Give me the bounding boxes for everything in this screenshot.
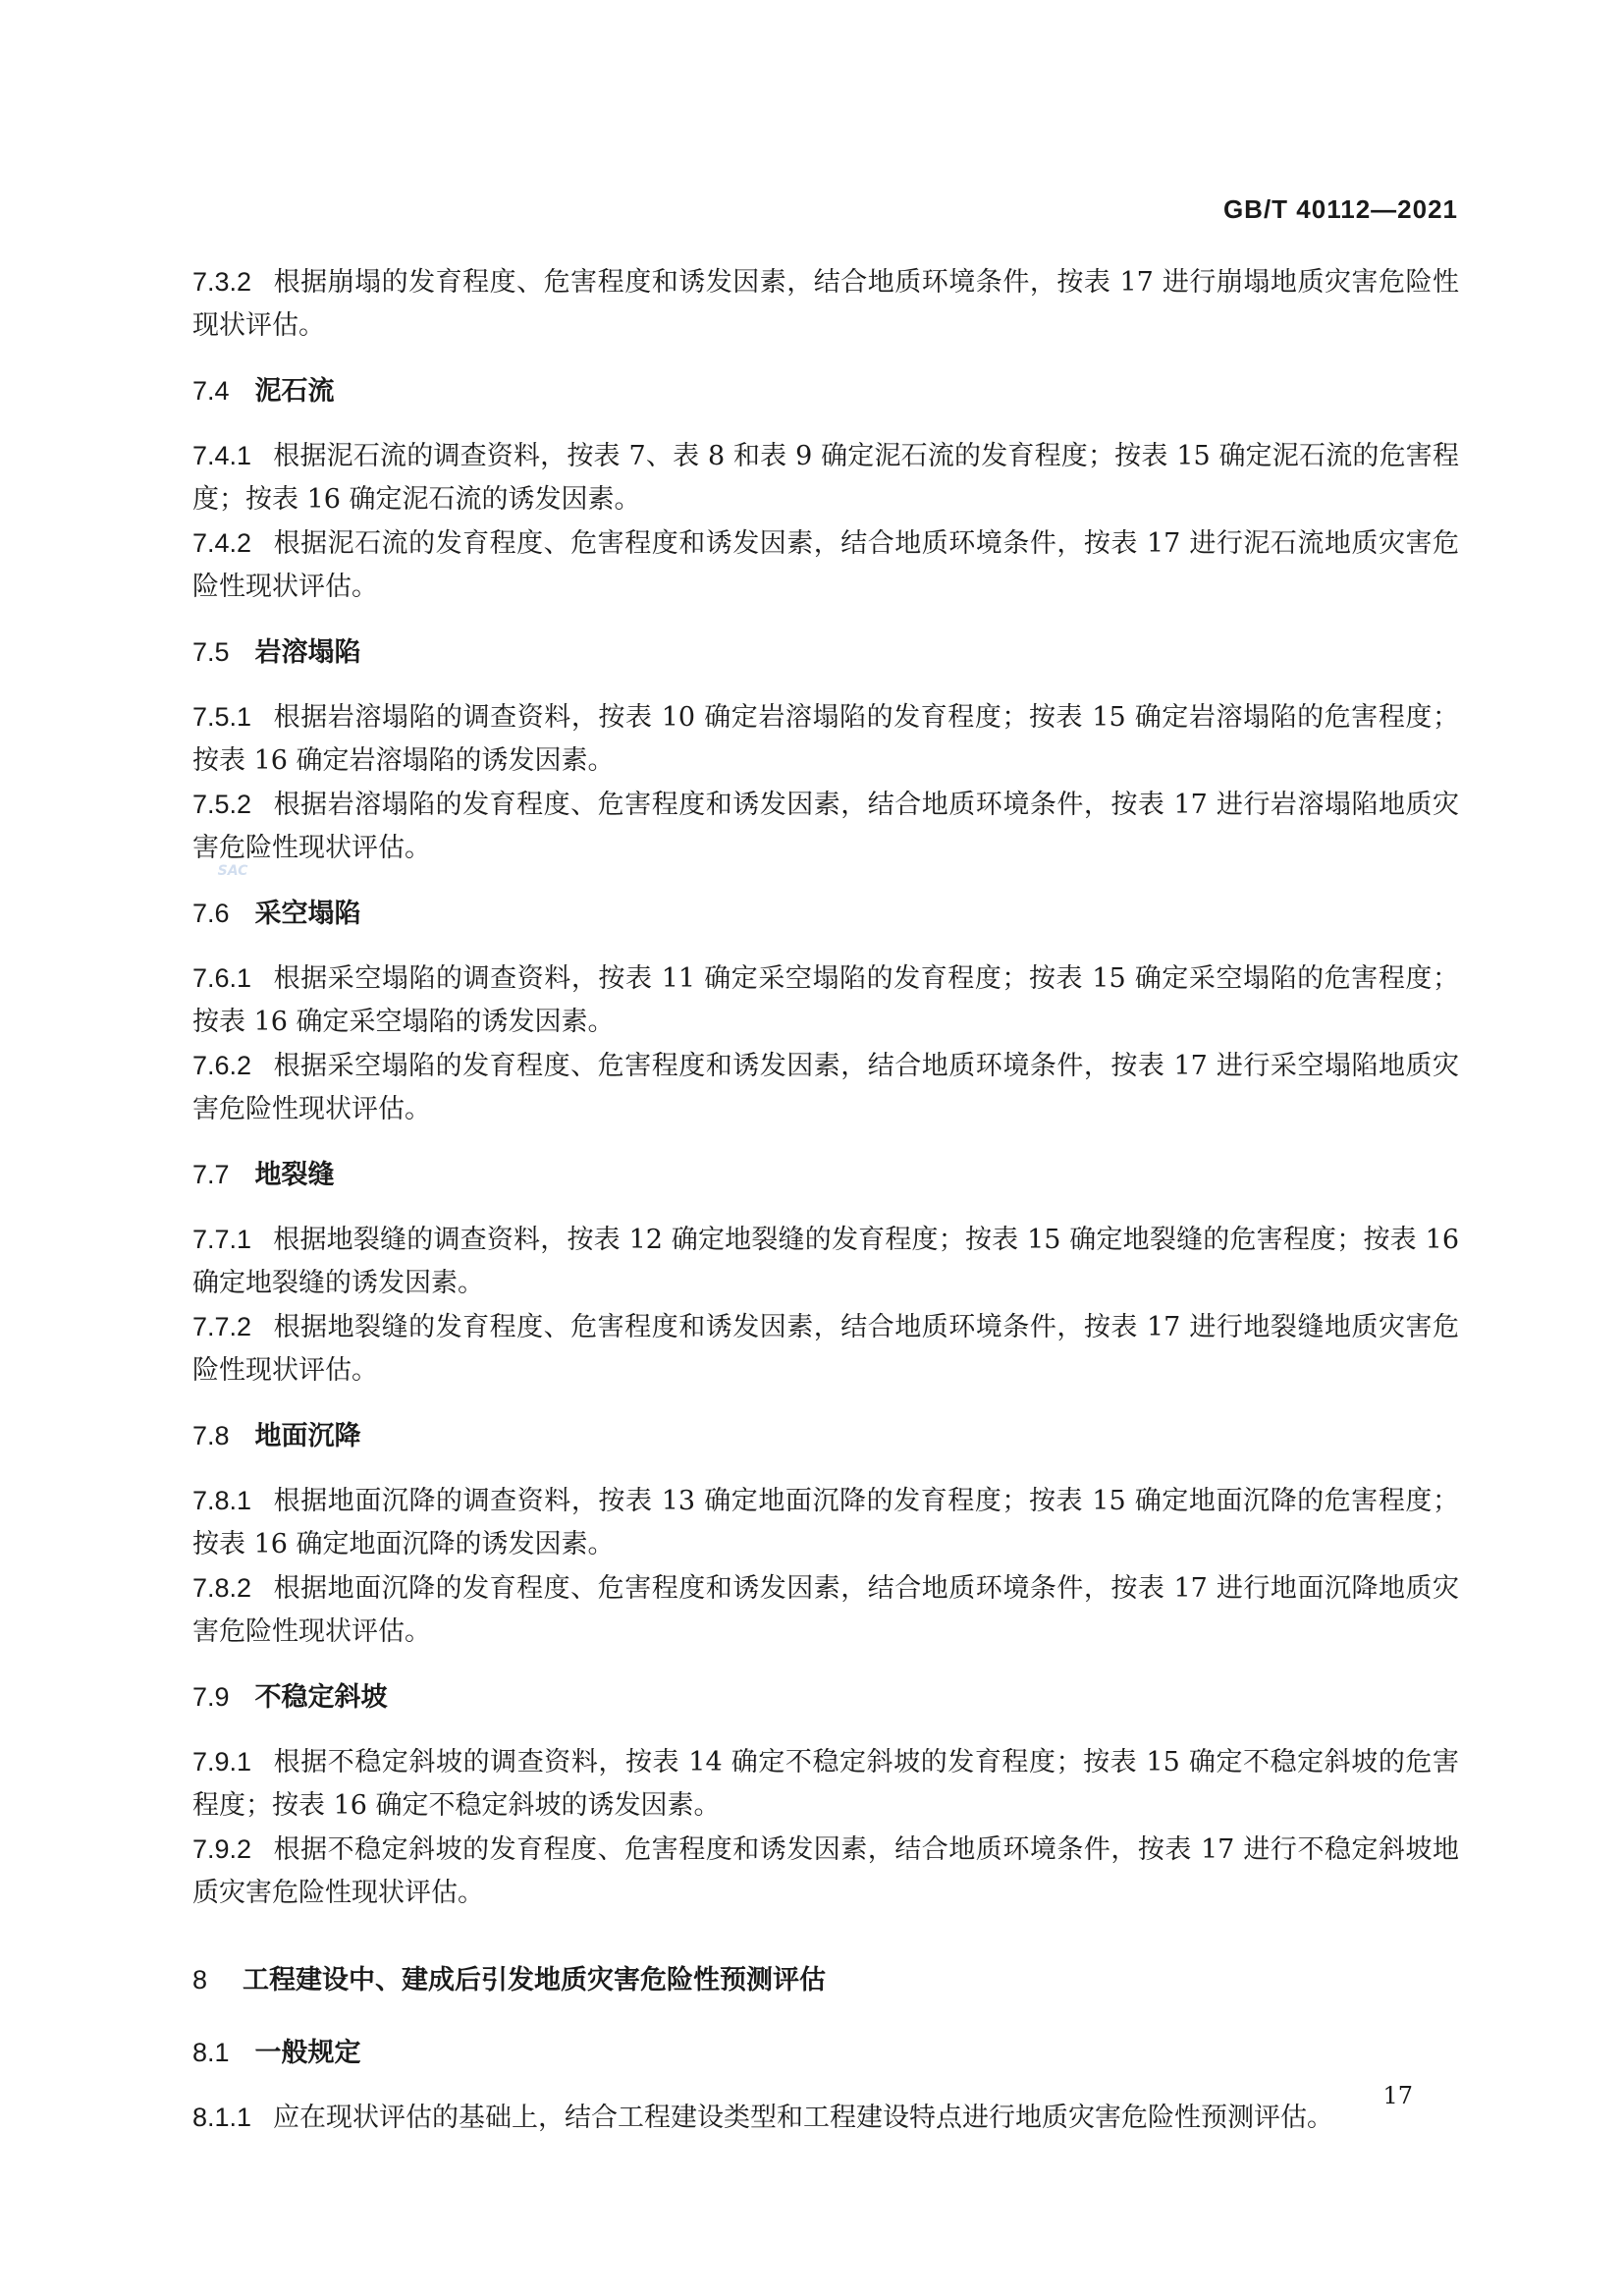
clause-paragraph [192, 1044, 1459, 1131]
document-body [192, 260, 1459, 2158]
section-title: 一般规定 [254, 2038, 361, 2067]
clause-number: 7.6.1 [192, 963, 252, 993]
clause-text: 根据地面沉降的调查资料，按表 13 确定地面沉降的发育程度；按表 15 确定地面沉降的危害程度；按表 16 确定地面沉降的诱发因素。 [192, 1486, 1459, 1559]
clause-paragraph [192, 1479, 1459, 1566]
section-title: 岩溶塌陷 [254, 637, 361, 667]
page-number: 17 [1382, 2082, 1413, 2109]
chapter-heading [192, 1958, 1459, 2001]
clause-number: 7.3.2 [192, 267, 252, 297]
section-heading [192, 1153, 1459, 1196]
section-heading [192, 630, 1459, 674]
clause-paragraph [192, 695, 1459, 783]
clause-number: 7.5 [192, 637, 230, 667]
clause-number: 7.8.2 [192, 1573, 252, 1603]
clause-paragraph [192, 1828, 1459, 1915]
clause-number: 7.7 [192, 1160, 230, 1189]
clause-number: 7.4.2 [192, 528, 252, 558]
clause-text: 根据不稳定斜坡的调查资料，按表 14 确定不稳定斜坡的发育程度；按表 15 确定不稳定斜坡的危害程度；按表 16 确定不稳定斜坡的诱发因素。 [192, 1747, 1459, 1821]
clause-paragraph [192, 521, 1459, 609]
clause-number: 7.7.2 [192, 1312, 252, 1341]
clause-text: 根据泥石流的调查资料，按表 7、表 8 和表 9 确定泥石流的发育程度；按表 15 确定泥石流的危害程度；按表 16 确定泥石流的诱发因素。 [192, 441, 1459, 515]
clause-text: 根据岩溶塌陷的发育程度、危害程度和诱发因素，结合地质环境条件，按表 17 进行岩溶塌陷地质灾害危险性现状评估。 [192, 790, 1459, 863]
clause-number: 7.9.1 [192, 1747, 252, 1777]
section-heading [192, 1414, 1459, 1457]
clause-paragraph [192, 434, 1459, 521]
clause-paragraph [192, 957, 1459, 1044]
clause-number: 7.9.2 [192, 1834, 252, 1864]
section-heading [192, 2031, 1459, 2074]
clause-paragraph [192, 1740, 1459, 1828]
clause-text: 根据地面沉降的发育程度、危害程度和诱发因素，结合地质环境条件，按表 17 进行地面沉降地质灾害危险性现状评估。 [192, 1573, 1459, 1647]
clause-number: 8.1.1 [192, 2103, 252, 2132]
watermark-logo: SAC [217, 863, 248, 879]
clause-paragraph [192, 260, 1459, 348]
clause-number: 8 [192, 1965, 208, 1995]
section-title: 不稳定斜坡 [254, 1682, 388, 1712]
clause-number: 8.1 [192, 2038, 230, 2067]
section-title: 采空塌陷 [254, 899, 361, 928]
clause-paragraph [192, 1305, 1459, 1393]
clause-number: 7.8 [192, 1421, 230, 1450]
clause-number: 7.8.1 [192, 1486, 252, 1515]
clause-text: 根据采空塌陷的发育程度、危害程度和诱发因素，结合地质环境条件，按表 17 进行采空塌陷地质灾害危险性现状评估。 [192, 1051, 1459, 1124]
clause-number: 7.9 [192, 1682, 230, 1712]
clause-number: 7.5.1 [192, 702, 252, 732]
clause-number: 7.5.2 [192, 790, 252, 819]
chapter-title: 工程建设中、建成后引发地质灾害危险性预测评估 [243, 1965, 827, 1995]
standard-code: GB/T 40112—2021 [1222, 194, 1458, 224]
clause-text: 应在现状评估的基础上，结合工程建设类型和工程建设特点进行地质灾害危险性预测评估。 [273, 2103, 1334, 2133]
clause-number: 7.6 [192, 899, 230, 928]
clause-number: 7.6.2 [192, 1051, 252, 1080]
clause-text: 根据泥石流的发育程度、危害程度和诱发因素，结合地质环境条件，按表 17 进行泥石流地质灾害危险性现状评估。 [192, 528, 1459, 602]
section-heading [192, 369, 1459, 412]
section-heading [192, 1675, 1459, 1719]
clause-paragraph [192, 783, 1459, 870]
section-title: 地裂缝 [254, 1160, 335, 1189]
clause-paragraph [192, 1218, 1459, 1305]
section-heading [192, 892, 1459, 935]
clause-paragraph [192, 2096, 1459, 2140]
clause-text: 根据岩溶塌陷的调查资料，按表 10 确定岩溶塌陷的发育程度；按表 15 确定岩溶塌陷的危害程度；按表 16 确定岩溶塌陷的诱发因素。 [192, 702, 1459, 776]
clause-number: 7.4 [192, 376, 230, 406]
section-title: 泥石流 [254, 376, 335, 406]
clause-number: 7.7.1 [192, 1225, 252, 1254]
section-title: 地面沉降 [254, 1421, 361, 1450]
clause-text: 根据地裂缝的调查资料，按表 12 确定地裂缝的发育程度；按表 15 确定地裂缝的危害程度；按表 16 确定地裂缝的诱发因素。 [192, 1225, 1459, 1298]
clause-paragraph [192, 1566, 1459, 1654]
clause-text: 根据地裂缝的发育程度、危害程度和诱发因素，结合地质环境条件，按表 17 进行地裂缝地质灾害危险性现状评估。 [192, 1312, 1459, 1386]
clause-text: 根据不稳定斜坡的发育程度、危害程度和诱发因素，结合地质环境条件，按表 17 进行不稳定斜坡地质灾害危险性现状评估。 [192, 1834, 1459, 1908]
clause-text: 根据崩塌的发育程度、危害程度和诱发因素，结合地质环境条件，按表 17 进行崩塌地质灾害危险性现状评估。 [192, 267, 1459, 341]
clause-text: 根据采空塌陷的调查资料，按表 11 确定采空塌陷的发育程度；按表 15 确定采空塌陷的危害程度；按表 16 确定采空塌陷的诱发因素。 [192, 963, 1459, 1037]
clause-number: 7.4.1 [192, 441, 252, 470]
